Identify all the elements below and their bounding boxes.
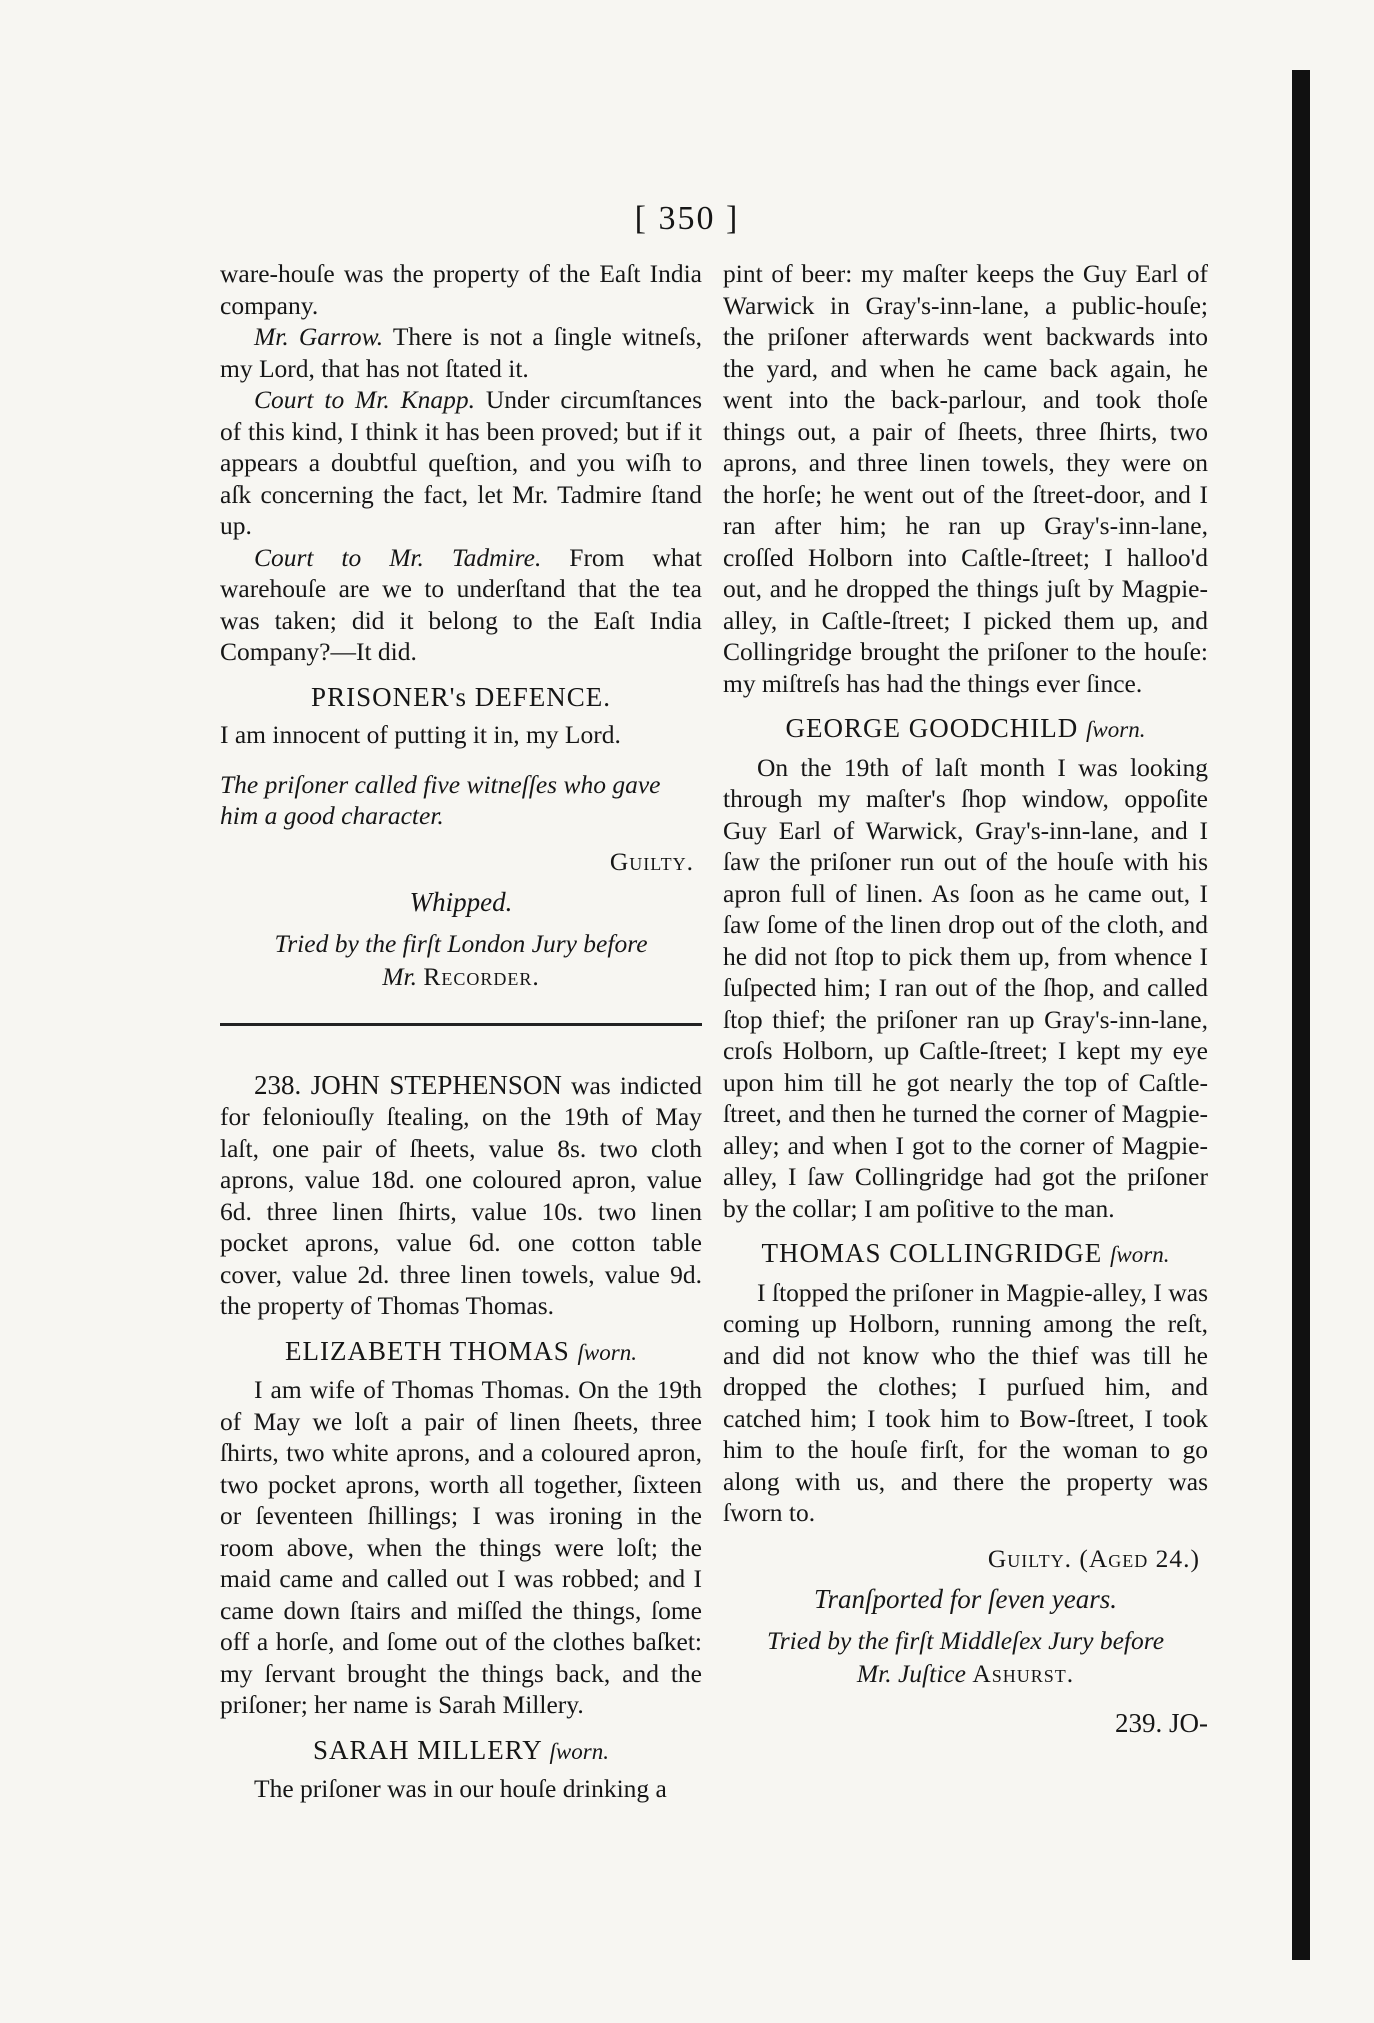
case-number: 238. [254, 1069, 302, 1100]
left-column [220, 258, 702, 1805]
judge-title: Mr. Juſtice [856, 1658, 973, 1688]
witness-note: The priſoner called five witneſſes who gave him a good character. [220, 769, 661, 830]
tried-line: Tried by the firſt London Jury before [274, 928, 648, 958]
speech: Under circumſtances of this kind, I think it has been proved; but if it appears a doubtful queſtion, and you wiſh to aſk concerning the fact, let Mr. Tadmire ſtand up. [220, 385, 702, 540]
testimony: I ſtopped the priſoner in Magpie-alley, I was coming up Holborn, running among the reſt, and did not know who the thief was till he dropped the clothes; I purſued him, and catched him; I took him to Bow-ſtreet, I took him to the houſe firſt, for the woman to go along with us, and there the property was ſworn to. [723, 1277, 1208, 1527]
witness-name: THOMAS COLLINGRIDGE [761, 1238, 1103, 1268]
tried-line [220, 960, 702, 993]
witness-name: ELIZABETH THOMAS [285, 1335, 570, 1366]
tried-before [220, 927, 702, 993]
tried-line: Tried by the firſt Middleſex Jury before [766, 1625, 1165, 1655]
defence-heading: PRISONER's DEFENCE. [311, 681, 611, 712]
sworn-label: ſworn. [549, 1738, 609, 1764]
witness-heading [723, 713, 1208, 746]
speech: There is not a ſingle witneſs, my Lord, that has not ſtated it. [220, 322, 703, 383]
case-paragraph [220, 1070, 702, 1322]
sworn-label: ſworn. [1110, 1242, 1170, 1267]
sworn-label: ſworn. [577, 1339, 637, 1365]
paragraph [220, 542, 702, 668]
judge-title: Mr. [382, 961, 424, 991]
sentence: Whipped. [409, 887, 513, 917]
tried-before [723, 1624, 1208, 1690]
speaker: Court to Mr. Tadmire. [254, 542, 542, 572]
section-rule [220, 1023, 702, 1026]
defence-text: I am innocent of putting it in, my Lord. [220, 720, 621, 749]
speaker: Mr. Garrow. [254, 322, 384, 351]
witness-name: SARAH MILLERY [313, 1734, 542, 1765]
right-column [723, 258, 1208, 1739]
witness-name: GEORGE GOODCHILD [785, 713, 1079, 743]
testimony-continued: pint of beer: my maſter keeps the Guy Earl of Warwick in Gray's-inn-lane, a public-houſe; the priſoner afterwards went backwards into the yard, and when he came back again, he went into the back-parlour, and took thoſe things out, a pair of ſheets, three ſhirts, two aprons, and three linen towels, they were on the horſe; he went out of the ſtreet-door, and I ran after him; he ran up Gray's-inn-lane, croſſed Holborn into Caſtle-ſtreet; I halloo'd out, and he dropped the things juſt by Magpie-alley, in Caſtle-ſtreet; I picked them up, and Collingridge brought the priſoner to the houſe: my miſtreſs has had the things ever ſince. [723, 259, 1208, 698]
speaker: Court to Mr. Knapp. [254, 385, 475, 414]
judge-name: Recorder. [423, 961, 540, 991]
verdict: Guilty. [609, 846, 694, 876]
testimony: On the 19th of laſt month I was looking through my maſter's ſhop window, oppoſite Guy Earl of Warwick, Gray's-inn-lane, and I ſaw the priſoner run out of the houſe with his apron full of linen. As ſoon as he came out, I ſaw ſome of the linen drop out of the cloth, and he did not ſtop to pick them up, from whence I ſuſpected him; I ran out of the ſhop, and called ſtop thief; the priſoner ran up Gray's-inn-lane, croſs Holborn, up Caſtle-ſtreet; I kept my eye upon him till he got nearly the top of Caſtle-ſtreet, and then he turned the corner of Magpie-alley; and when I got to the corner of Magpie-alley, I ſaw Collingridge had got the priſoner by the collar; I am poſitive to the man. [723, 752, 1208, 1223]
sworn-label: ſworn. [1086, 717, 1146, 742]
judge-name: Ashurst. [972, 1658, 1075, 1688]
paragraph [220, 321, 702, 384]
witness-heading [723, 1238, 1208, 1271]
catchword: 239. JO- [1115, 1707, 1208, 1738]
defendant-name: JOHN STEPHENSON [301, 1069, 562, 1100]
verdict: Guilty. (Aged 24.) [987, 1543, 1200, 1573]
page-number: [ 350 ] [634, 200, 740, 237]
witness-heading [220, 1336, 702, 1369]
witness-heading [220, 1735, 702, 1768]
speech: From what warehouſe are we to underſtand that the tea was taken; did it belong to the Eaſt India Company?—It did. [220, 542, 703, 666]
binding-edge [1292, 70, 1310, 1960]
sentence: Tranſported for ſeven years. [814, 1584, 1117, 1614]
testimony: The priſoner was in our houſe drinking a [254, 1774, 667, 1803]
paragraph: ware-houſe was the property of the Eaſt India company. [220, 259, 702, 320]
tried-line [723, 1657, 1208, 1690]
paragraph [220, 384, 702, 542]
testimony: I am wife of Thomas Thomas. On the 19th of May we loſt a pair of linen ſheets, three ſhirts, two white aprons, and a coloured apron, two pocket aprons, worth all together, ſixteen or ſeventeen ſhillings; I was ironing in the room above, when the things were loſt; the maid came and called out I was robbed; and I came down ſtairs and miſſed the things, ſome off a horſe, and ſome out of the clothes baſket: my ſervant brought the things back, and the priſoner; her name is Sarah Millery. [220, 1375, 702, 1719]
indictment: was indicted for feloniouſly ſtealing, on the 19th of May laſt, one pair of ſheets, value 8s. two cloth aprons, value 18d. one coloured apron, value 6d. three linen ſhirts, value 10s. two linen pocket aprons, value 6d. one cotton table cover, value 2d. three linen towels, value 9d. the property of Thomas Thomas. [220, 1070, 702, 1320]
